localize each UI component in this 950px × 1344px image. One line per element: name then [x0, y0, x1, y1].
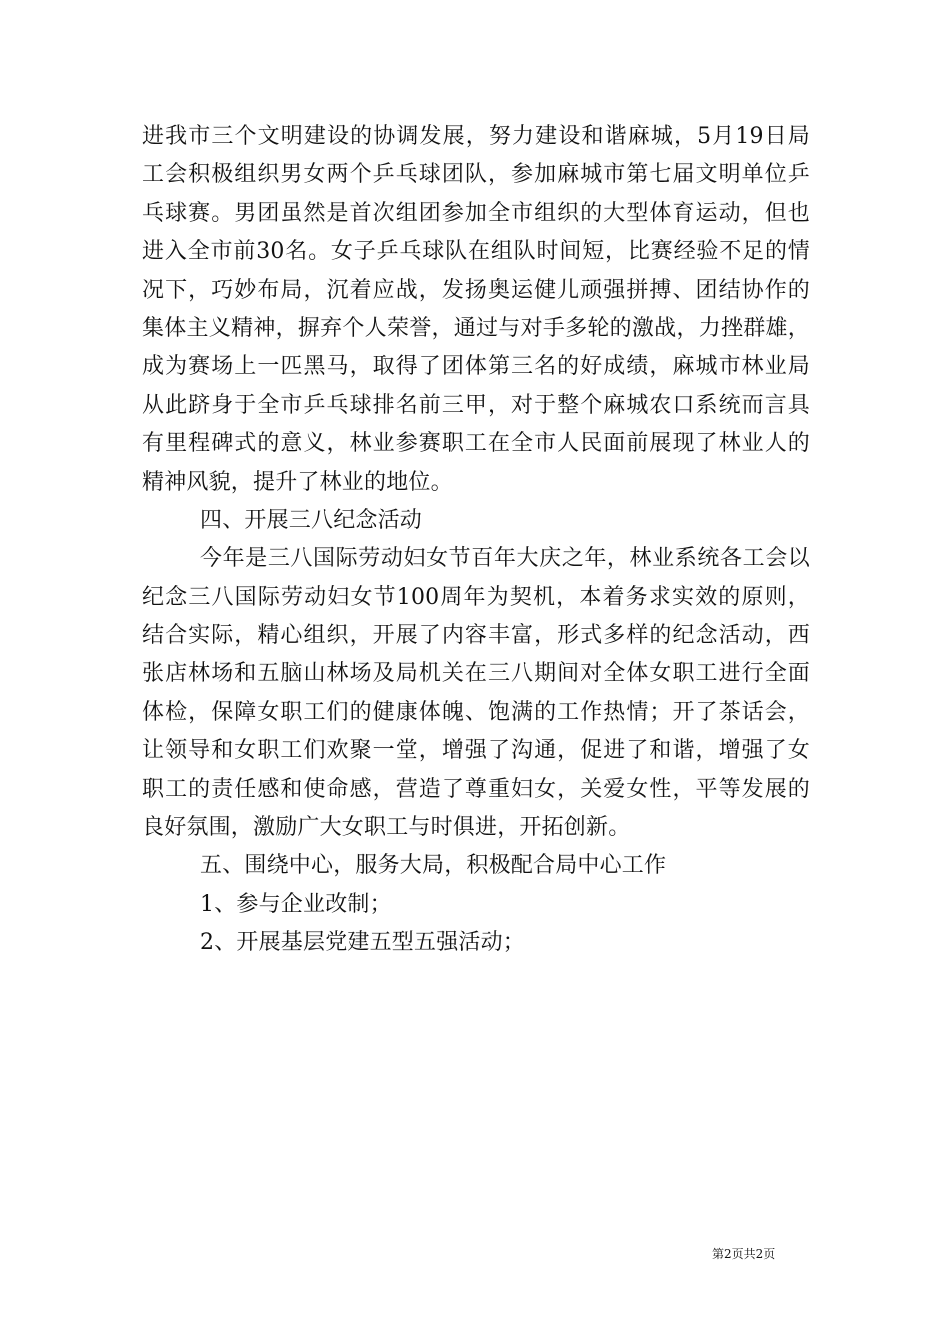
paragraph-line: 进我市三个文明建设的协调发展，努力建设和谐麻城，5月19日局 [142, 124, 810, 149]
section-heading: 五、围绕中心，服务大局，积极配合局中心工作 [200, 853, 667, 879]
paragraph-line: 张店林场和五脑山林场及局机关在三八期间对全体女职工进行全面 [142, 661, 810, 687]
paragraph-line: 从此跻身于全市乒乓球排名前三甲，对于整个麻城农口系统而言具 [142, 392, 810, 418]
paragraph-line: 精神风貌，提升了林业的地位。 [142, 469, 453, 495]
paragraph-line: 集体主义精神，摒弃个人荣誉，通过与对手多轮的激战，力挫群雄， [142, 315, 810, 341]
list-item: 1、参与企业改制； [200, 891, 392, 917]
paragraph-line: 良好氛围，激励广大女职工与时俱进，开拓创新。 [142, 815, 631, 841]
paragraph-line: 进入全市前30名。女子乒乓球队在组队时间短，比赛经验不足的情 [142, 239, 810, 265]
paragraph-line: 乓球赛。男团虽然是首次组团参加全市组织的大型体育运动，但也 [142, 200, 810, 226]
body-text [142, 118, 810, 963]
list-item: 2、开展基层党建五型五强活动； [200, 930, 525, 956]
paragraph-line: 今年是三八国际劳动妇女节百年大庆之年，林业系统各工会以 [200, 546, 810, 572]
page-number: 第2页共2页 [712, 1247, 776, 1261]
paragraph-line: 有里程碑式的意义，林业参赛职工在全市人民面前展现了林业人的 [142, 431, 810, 457]
paragraph-line: 结合实际，精心组织，开展了内容丰富，形式多样的纪念活动，西 [142, 623, 810, 649]
paragraph-line: 体检，保障女职工们的健康体魄、饱满的工作热情；开了茶话会， [142, 699, 810, 725]
paragraph-line: 纪念三八国际劳动妇女节100周年为契机，本着务求实效的原则， [142, 584, 810, 610]
section-heading: 四、开展三八纪念活动 [200, 507, 423, 533]
paragraph-line: 职工的责任感和使命感，营造了尊重妇女，关爱女性，平等发展的 [142, 776, 810, 802]
paragraph-line: 让领导和女职工们欢聚一堂，增强了沟通，促进了和谐，增强了女 [142, 738, 810, 764]
paragraph-line: 况下，巧妙布局，沉着应战，发扬奥运健儿顽强拼搏、团结协作的 [142, 277, 810, 303]
paragraph-line: 成为赛场上一匹黑马，取得了团体第三名的好成绩，麻城市林业局 [142, 354, 810, 380]
paragraph-line: 工会积极组织男女两个乒乓球团队，参加麻城市第七届文明单位乒 [142, 162, 810, 188]
